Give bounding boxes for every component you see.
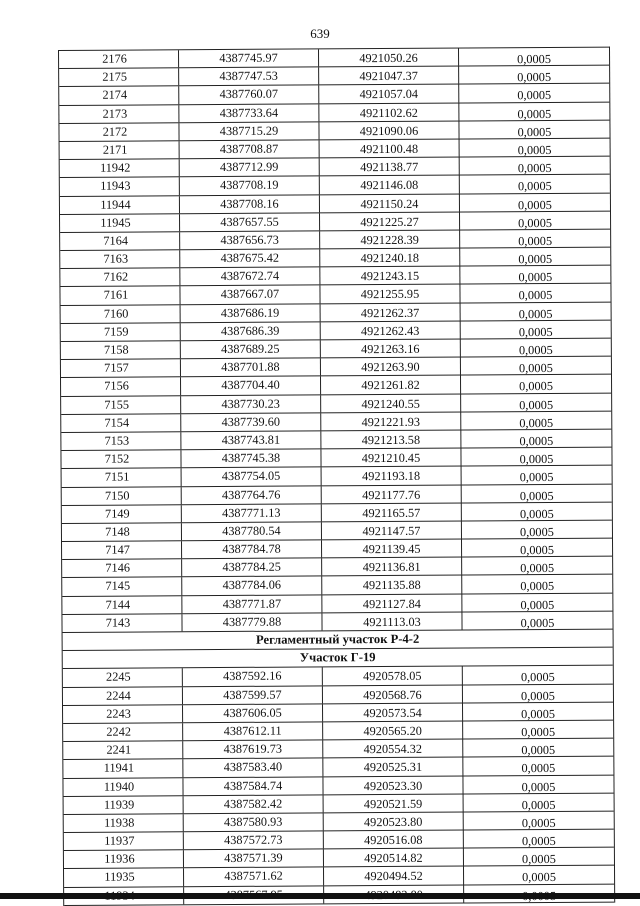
accuracy-cell: 0,0005 — [519, 397, 554, 412]
accuracy-cell: 0,0005 — [521, 724, 556, 739]
x-coordinate-cell: 4387675.42 — [180, 249, 320, 267]
y-coordinate-cell: 4920514.82 — [324, 849, 464, 867]
point-number-cell: 11942 — [60, 159, 180, 177]
y-coordinate-cell: 4921240.55 — [321, 394, 461, 412]
y-coordinate-cell: 4920521.59 — [324, 794, 464, 812]
point-number-cell: 11941 — [63, 760, 183, 778]
y-coordinate-cell: 4921221.93 — [321, 412, 461, 430]
y-coordinate-cell: 4921243.15 — [320, 267, 460, 285]
point-number-cell: 7161 — [60, 287, 180, 305]
y-coordinate-cell: 4921165.57 — [322, 503, 462, 521]
accuracy-cell: 0,0005 — [521, 815, 556, 830]
point-number-cell: 2241 — [63, 741, 183, 759]
y-coordinate-cell: 4921057.04 — [319, 85, 459, 103]
x-coordinate-cell: 4387712.99 — [180, 159, 320, 177]
point-number-cell: 7152 — [61, 450, 181, 468]
x-coordinate-cell: 4387689.25 — [181, 340, 321, 358]
x-coordinate-cell: 4387708.16 — [180, 195, 320, 213]
accuracy-cell: 0,0005 — [519, 470, 554, 485]
x-coordinate-cell: 4387599.57 — [183, 686, 323, 704]
y-coordinate-cell: 4921102.62 — [319, 103, 459, 121]
accuracy-cell: 0,0005 — [520, 670, 555, 685]
accuracy-cell: 0,0005 — [521, 761, 556, 776]
point-number-cell: 7163 — [60, 250, 180, 268]
y-coordinate-cell: 4920573.54 — [323, 703, 463, 721]
point-number-cell: 7153 — [61, 432, 181, 450]
y-coordinate-cell: 4921210.45 — [321, 449, 461, 467]
point-number-cell: 7162 — [60, 269, 180, 287]
y-coordinate-cell: 4920523.80 — [324, 812, 464, 830]
accuracy-cell: 0,0005 — [518, 288, 553, 303]
point-number-cell: 7160 — [61, 305, 181, 323]
accuracy-cell: 0,0005 — [517, 51, 552, 66]
point-number-cell: 11940 — [63, 778, 183, 796]
y-coordinate-cell: 4921261.82 — [321, 376, 461, 394]
point-number-cell: 2242 — [63, 723, 183, 741]
section-title: Регламентный участок Р-4-2 — [63, 630, 613, 652]
y-coordinate-cell: 4921263.90 — [321, 358, 461, 376]
x-coordinate-cell: 4387704.40 — [181, 377, 321, 395]
y-coordinate-cell: 4921228.39 — [320, 230, 460, 248]
x-coordinate-cell: 4387701.88 — [181, 359, 321, 377]
x-coordinate-cell: 4387580.93 — [184, 813, 324, 831]
y-coordinate-cell: 4921146.08 — [320, 176, 460, 194]
accuracy-cell: 0,0005 — [521, 797, 556, 812]
x-coordinate-cell: 4387730.23 — [181, 395, 321, 413]
accuracy-cell: 0,0005 — [517, 124, 552, 139]
y-coordinate-cell: 4921047.37 — [319, 67, 459, 85]
x-coordinate-cell: 4387745.38 — [181, 450, 321, 468]
point-number-cell: 7154 — [61, 414, 181, 432]
point-number-cell: 7147 — [62, 541, 182, 559]
point-number-cell: 7159 — [61, 323, 181, 341]
point-number-cell: 7151 — [62, 469, 182, 487]
y-coordinate-cell: 4921177.76 — [322, 485, 462, 503]
accuracy-cell: 0,0005 — [517, 106, 552, 121]
y-coordinate-cell: 4920578.05 — [323, 667, 463, 685]
point-number-cell: 7144 — [62, 596, 182, 614]
x-coordinate-cell: 4387739.60 — [181, 413, 321, 431]
x-coordinate-cell: 4387686.39 — [181, 322, 321, 340]
point-number-cell: 7150 — [62, 487, 182, 505]
point-number-cell: 2171 — [60, 141, 180, 159]
accuracy-cell: 0,0005 — [520, 615, 555, 630]
point-number-cell: 11936 — [64, 850, 184, 868]
accuracy-cell: 0,0005 — [521, 834, 556, 848]
y-coordinate-cell: 4921262.43 — [321, 321, 461, 339]
point-number-cell: 7156 — [61, 378, 181, 396]
x-coordinate-cell: 4387667.07 — [180, 286, 320, 304]
accuracy-cell: 0,0005 — [521, 852, 556, 866]
y-coordinate-cell: 4921090.06 — [319, 121, 459, 139]
x-coordinate-cell: 4387784.06 — [182, 577, 322, 595]
point-number-cell: 7155 — [61, 396, 181, 414]
y-coordinate-cell: 4921150.24 — [320, 194, 460, 212]
y-coordinate-cell: 4921193.18 — [322, 467, 462, 485]
x-coordinate-cell: 4387760.07 — [179, 86, 319, 104]
accuracy-cell: 0,0005 — [518, 342, 553, 357]
page-number: 639 — [310, 26, 330, 41]
x-coordinate-cell: 4387715.29 — [179, 122, 319, 140]
y-coordinate-cell: 4921147.57 — [322, 521, 462, 539]
table-body-upper — [59, 48, 613, 633]
accuracy-cell: 0,0005 — [519, 506, 554, 521]
point-number-cell: 2245 — [63, 669, 183, 687]
x-coordinate-cell: 4387583.40 — [183, 759, 323, 777]
y-coordinate-cell: 4920494.52 — [324, 867, 464, 885]
x-coordinate-cell: 4387743.81 — [181, 431, 321, 449]
point-number-cell: 11944 — [60, 196, 180, 214]
x-coordinate-cell: 4387708.87 — [180, 140, 320, 158]
y-coordinate-cell: 4920565.20 — [323, 721, 463, 739]
accuracy-cell: 0,0005 — [519, 379, 554, 394]
x-coordinate-cell: 4387784.25 — [182, 559, 322, 577]
accuracy-cell: 0,0005 — [521, 779, 556, 794]
point-number-cell: 11945 — [60, 214, 180, 232]
point-number-cell: 11943 — [60, 178, 180, 196]
point-number-cell: 2243 — [63, 705, 183, 723]
y-coordinate-cell: 4921050.26 — [319, 49, 459, 67]
accuracy-cell: 0,0005 — [519, 415, 554, 430]
point-number-cell: 11938 — [64, 814, 184, 832]
x-coordinate-cell: 4387656.73 — [180, 231, 320, 249]
point-number-cell: 7143 — [62, 614, 182, 632]
accuracy-cell: 0,0005 — [517, 70, 552, 84]
y-coordinate-cell: 4921127.84 — [322, 594, 462, 612]
point-number-cell: 2172 — [59, 123, 179, 141]
x-coordinate-cell: 4387733.64 — [179, 104, 319, 122]
x-coordinate-cell: 4387686.19 — [181, 304, 321, 322]
accuracy-cell: 0,0005 — [518, 361, 553, 375]
point-number-cell: 7146 — [62, 560, 182, 578]
coordinates-table — [58, 47, 615, 906]
accuracy-cell: 0,0005 — [520, 688, 555, 703]
x-coordinate-cell: 4387708.19 — [180, 177, 320, 195]
accuracy-cell: 0,0005 — [517, 179, 552, 194]
x-coordinate-cell: 4387657.55 — [180, 213, 320, 231]
y-coordinate-cell: 4921113.03 — [322, 612, 462, 630]
y-coordinate-cell: 4921263.16 — [321, 340, 461, 358]
x-coordinate-cell: 4387571.39 — [184, 850, 324, 868]
point-number-cell: 11935 — [64, 869, 184, 887]
x-coordinate-cell: 4387582.42 — [184, 795, 324, 813]
table-body-lower — [63, 666, 614, 906]
accuracy-cell: 0,0005 — [522, 870, 557, 885]
subsection-title: Участок Г-19 — [63, 648, 613, 670]
accuracy-cell: 0,0005 — [520, 543, 555, 557]
y-coordinate-cell: 4921136.81 — [322, 558, 462, 576]
y-coordinate-cell: 4921240.18 — [320, 249, 460, 267]
accuracy-cell: 0,0005 — [517, 161, 552, 175]
accuracy-cell: 0,0005 — [520, 579, 555, 594]
x-coordinate-cell: 4387779.88 — [182, 613, 322, 631]
point-number-cell: 7148 — [62, 523, 182, 541]
y-coordinate-cell: 4921213.58 — [321, 430, 461, 448]
point-number-cell: 2244 — [63, 687, 183, 705]
accuracy-cell: 0,0005 — [517, 197, 552, 212]
y-coordinate-cell: 4920554.32 — [323, 740, 463, 758]
accuracy-cell: 0,0005 — [521, 706, 556, 721]
accuracy-cell: 0,0005 — [520, 597, 555, 612]
accuracy-cell: 0,0005 — [519, 488, 554, 503]
y-coordinate-cell: 4920516.08 — [324, 831, 464, 849]
x-coordinate-cell: 4387584.74 — [183, 777, 323, 795]
x-coordinate-cell: 4387771.13 — [182, 504, 322, 522]
point-number-cell: 2173 — [59, 105, 179, 123]
point-number-cell: 7164 — [60, 232, 180, 250]
x-coordinate-cell: 4387571.62 — [184, 868, 324, 886]
x-coordinate-cell: 4387764.76 — [182, 486, 322, 504]
accuracy-cell: 0,0005 — [519, 452, 554, 466]
x-coordinate-cell: 4387754.05 — [182, 468, 322, 486]
x-coordinate-cell: 4387771.87 — [182, 595, 322, 613]
accuracy-cell: 0,0005 — [518, 215, 553, 230]
y-coordinate-cell: 4921255.95 — [320, 285, 460, 303]
x-coordinate-cell: 4387572.73 — [184, 831, 324, 849]
point-number-cell: 7157 — [61, 359, 181, 377]
point-number-cell: 2176 — [59, 50, 179, 68]
y-coordinate-cell: 4921262.37 — [321, 303, 461, 321]
accuracy-cell: 0,0005 — [520, 561, 555, 575]
accuracy-cell: 0,0005 — [518, 324, 553, 339]
point-number-cell: 7149 — [62, 505, 182, 523]
point-number-cell: 11937 — [64, 832, 184, 850]
y-coordinate-cell: 4921138.77 — [320, 158, 460, 176]
y-coordinate-cell: 4921225.27 — [320, 212, 460, 230]
y-coordinate-cell: 4920523.30 — [323, 776, 463, 794]
accuracy-cell: 0,0005 — [518, 252, 553, 266]
accuracy-cell: 0,0005 — [521, 743, 556, 757]
y-coordinate-cell: 4921100.48 — [320, 139, 460, 157]
x-coordinate-cell: 4387606.05 — [183, 704, 323, 722]
x-coordinate-cell: 4387784.78 — [182, 540, 322, 558]
accuracy-cell: 0,0005 — [519, 524, 554, 539]
y-coordinate-cell: 4920568.76 — [323, 685, 463, 703]
x-coordinate-cell: 4387780.54 — [182, 522, 322, 540]
x-coordinate-cell: 4387745.97 — [179, 49, 319, 67]
x-coordinate-cell: 4387619.73 — [183, 741, 323, 759]
x-coordinate-cell: 4387672.74 — [180, 268, 320, 286]
y-coordinate-cell: 4920525.31 — [323, 758, 463, 776]
x-coordinate-cell: 4387612.11 — [183, 722, 323, 740]
point-number-cell: 2175 — [59, 68, 179, 86]
x-coordinate-cell: 4387592.16 — [183, 668, 323, 686]
accuracy-cell: 0,0005 — [517, 142, 552, 157]
accuracy-cell: 0,0005 — [518, 270, 553, 284]
accuracy-cell: 0,0005 — [518, 233, 553, 248]
point-number-cell: 11939 — [64, 796, 184, 814]
x-coordinate-cell: 4387747.53 — [179, 68, 319, 86]
point-number-cell: 7145 — [62, 578, 182, 596]
scan-bottom-edge — [0, 893, 640, 899]
point-number-cell: 2174 — [59, 87, 179, 105]
y-coordinate-cell: 4921135.88 — [322, 576, 462, 594]
y-coordinate-cell: 4921139.45 — [322, 540, 462, 558]
accuracy-cell: 0,0005 — [517, 88, 552, 103]
accuracy-cell: 0,0005 — [518, 306, 553, 321]
point-number-cell: 7158 — [61, 341, 181, 359]
accuracy-cell: 0,0005 — [519, 433, 554, 448]
